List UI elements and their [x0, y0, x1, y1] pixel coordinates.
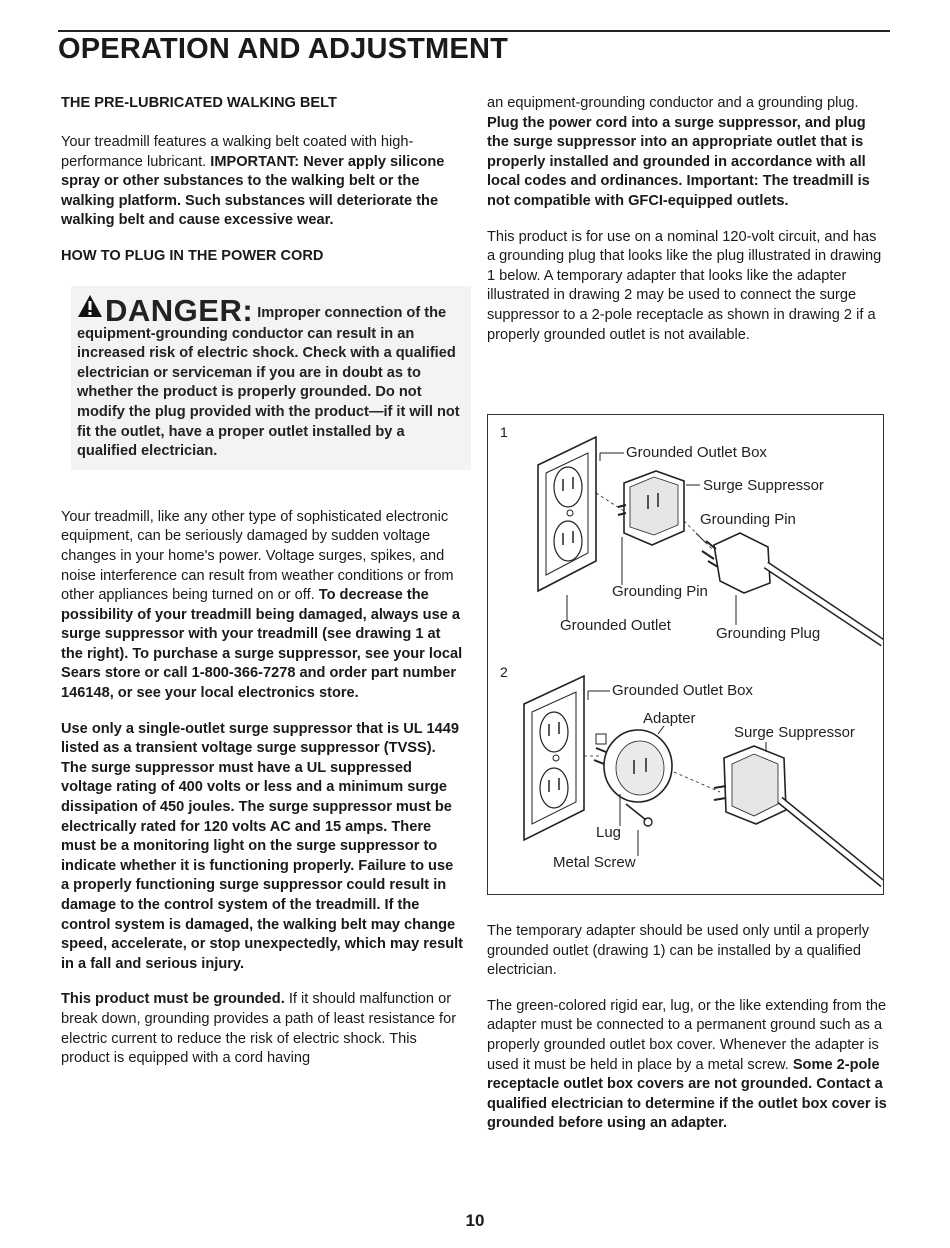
green-ear-bold-text: Some 2-pole receptacle outlet box covers are not grounded. Contact a qualified electrician to determine if the outlet box cover is grounded before using an adapter.: [487, 1056, 887, 1132]
drawing-1-number: 1: [500, 424, 508, 440]
plug-bold-text: Plug the power cord into a surge suppressor, and plug the surge suppressor into an appropriate outlet that is properly installed and grounded in accordance with all local codes and ordinances. Important: The treadmill is not compatible with GFCI-equipped outlets.: [487, 114, 870, 209]
walking-belt-text: Your treadmill features a walking belt coated with high-performance lubricant.: [61, 134, 414, 170]
surges-bold-text: To decrease the possibility of your treadmill being damaged, always use a surge suppressor with your treadmill (see drawing 1 at the right). To purchase a surge suppressor, see your local Sears store or call 1-800-366-7278 and order part number 146148, or see your local electronics store.: [61, 587, 463, 702]
paragraph-grounding: [61, 990, 465, 1068]
label-grounding-pin-top: Grounding Pin: [700, 511, 796, 528]
heading-walking-belt: THE PRE-LUBRICATED WALKING BELT: [61, 95, 337, 111]
drawing-2: [487, 660, 884, 895]
surge-spec-text: Use only a single-outlet surge suppressor that is UL 1449 listed as a transient voltage surge suppressor (TVSS). The surge suppressor must have a UL suppressed voltage rating of 400 volts or less and a minimum surge dissipation of 450 joules. The surge suppressor must be electrically rated for 120 volts AC and 15 amps. There must be a monitoring light on the surge suppressor to indicate whether it is functioning properly. Failure to use a properly functioning surge suppressor could result in damage to the control system of the treadmill. If the control system is damaged, the walking belt may change speed, accelerate, or stop unexpectedly, which may result in a fall and serious injury.: [61, 720, 464, 972]
label-metal-screw: Metal Screw: [553, 854, 636, 871]
warning-triangle-icon: [77, 294, 103, 325]
danger-text: Improper connection of the equipment-grounding conductor can result in an increased risk of electric shock. Check with a qualified electrician or serviceman if you are in doubt as to whether the product is properly grounded. Do not modify the plug provided with the product—if it will not fit the outlet, have a proper outlet installed by a qualified electrician.: [77, 304, 460, 460]
label-surge-suppressor-1: Surge Suppressor: [703, 477, 824, 494]
left-column: [61, 94, 465, 1085]
paragraph-surge-suppressor-spec: [61, 720, 465, 975]
danger-heading: DANGER:: [105, 292, 254, 328]
page-number: 10: [465, 1211, 485, 1230]
right-column-bottom: [487, 922, 887, 1150]
label-grounded-outlet-box-2: Grounded Outlet Box: [612, 682, 753, 699]
plug-text: an equipment-grounding conductor and a grounding plug.: [487, 95, 859, 111]
right-column-top: [487, 94, 887, 361]
label-grounded-outlet: Grounded Outlet: [560, 617, 671, 634]
paragraph-plug-instructions: [487, 94, 887, 212]
label-adapter: Adapter: [643, 710, 696, 727]
title-rule: [58, 30, 890, 32]
grounding-text: If it should malfunction or break down, grounding provides a path of least resistance for electric current to reduce the risk of electric shock. This product is equipped with a cord having: [61, 991, 457, 1067]
label-surge-suppressor-2: Surge Suppressor: [734, 724, 855, 741]
grounding-bold-text: This product must be grounded.: [61, 991, 285, 1008]
heading-power-cord: HOW TO PLUG IN THE POWER CORD: [61, 247, 324, 264]
walking-belt-warning: IMPORTANT: Never apply silicone spray or other substances to the walking belt or the walking platform. Such substances will deteriorate the walking belt and cause excessive wear.: [61, 153, 445, 229]
drawing-1: [487, 414, 884, 662]
label-grounding-plug: Grounding Plug: [716, 625, 821, 642]
surges-text: Your treadmill, like any other type of sophisticated electronic equipment, can be seriously damaged by sudden voltage changes in your home's power. Voltage surges, spikes, and noise interference can result from weather conditions or from other appliances being turned on or off.: [61, 508, 454, 604]
paragraph-temporary-adapter: The temporary adapter should be used only until a properly grounded outlet (drawing 1) can be installed by a qualified electrician.: [487, 923, 870, 979]
label-grounding-pin-bottom: Grounding Pin: [612, 583, 708, 600]
drawing-2-number: 2: [500, 664, 508, 680]
paragraph-walking-belt: [61, 133, 465, 231]
paragraph-surges: [61, 508, 465, 704]
label-lug: Lug: [596, 824, 622, 841]
green-ear-text: The green-colored rigid ear, lug, or the like extending from the adapter must be connected to a permanent ground such as a properly grounded outlet box cover. Whenever the adapter is used it must be held in place by a metal screw.: [487, 997, 887, 1073]
danger-box: [71, 286, 471, 470]
paragraph-green-ear: [487, 997, 887, 1134]
label-grounded-outlet-box-1: Grounded Outlet Box: [626, 444, 767, 461]
page-title: OPERATION AND ADJUSTMENT: [58, 33, 509, 65]
paragraph-circuit: This product is for use on a nominal 120-volt circuit, and has a grounding plug that looks like the plug illustrated in drawing 1 below. A temporary adapter that looks like the adapter illustrated in drawing 2 may be used to connect the surge suppressor to a 2-pole receptacle as shown in drawing 2 if a properly grounded outlet is not available.: [487, 228, 882, 343]
